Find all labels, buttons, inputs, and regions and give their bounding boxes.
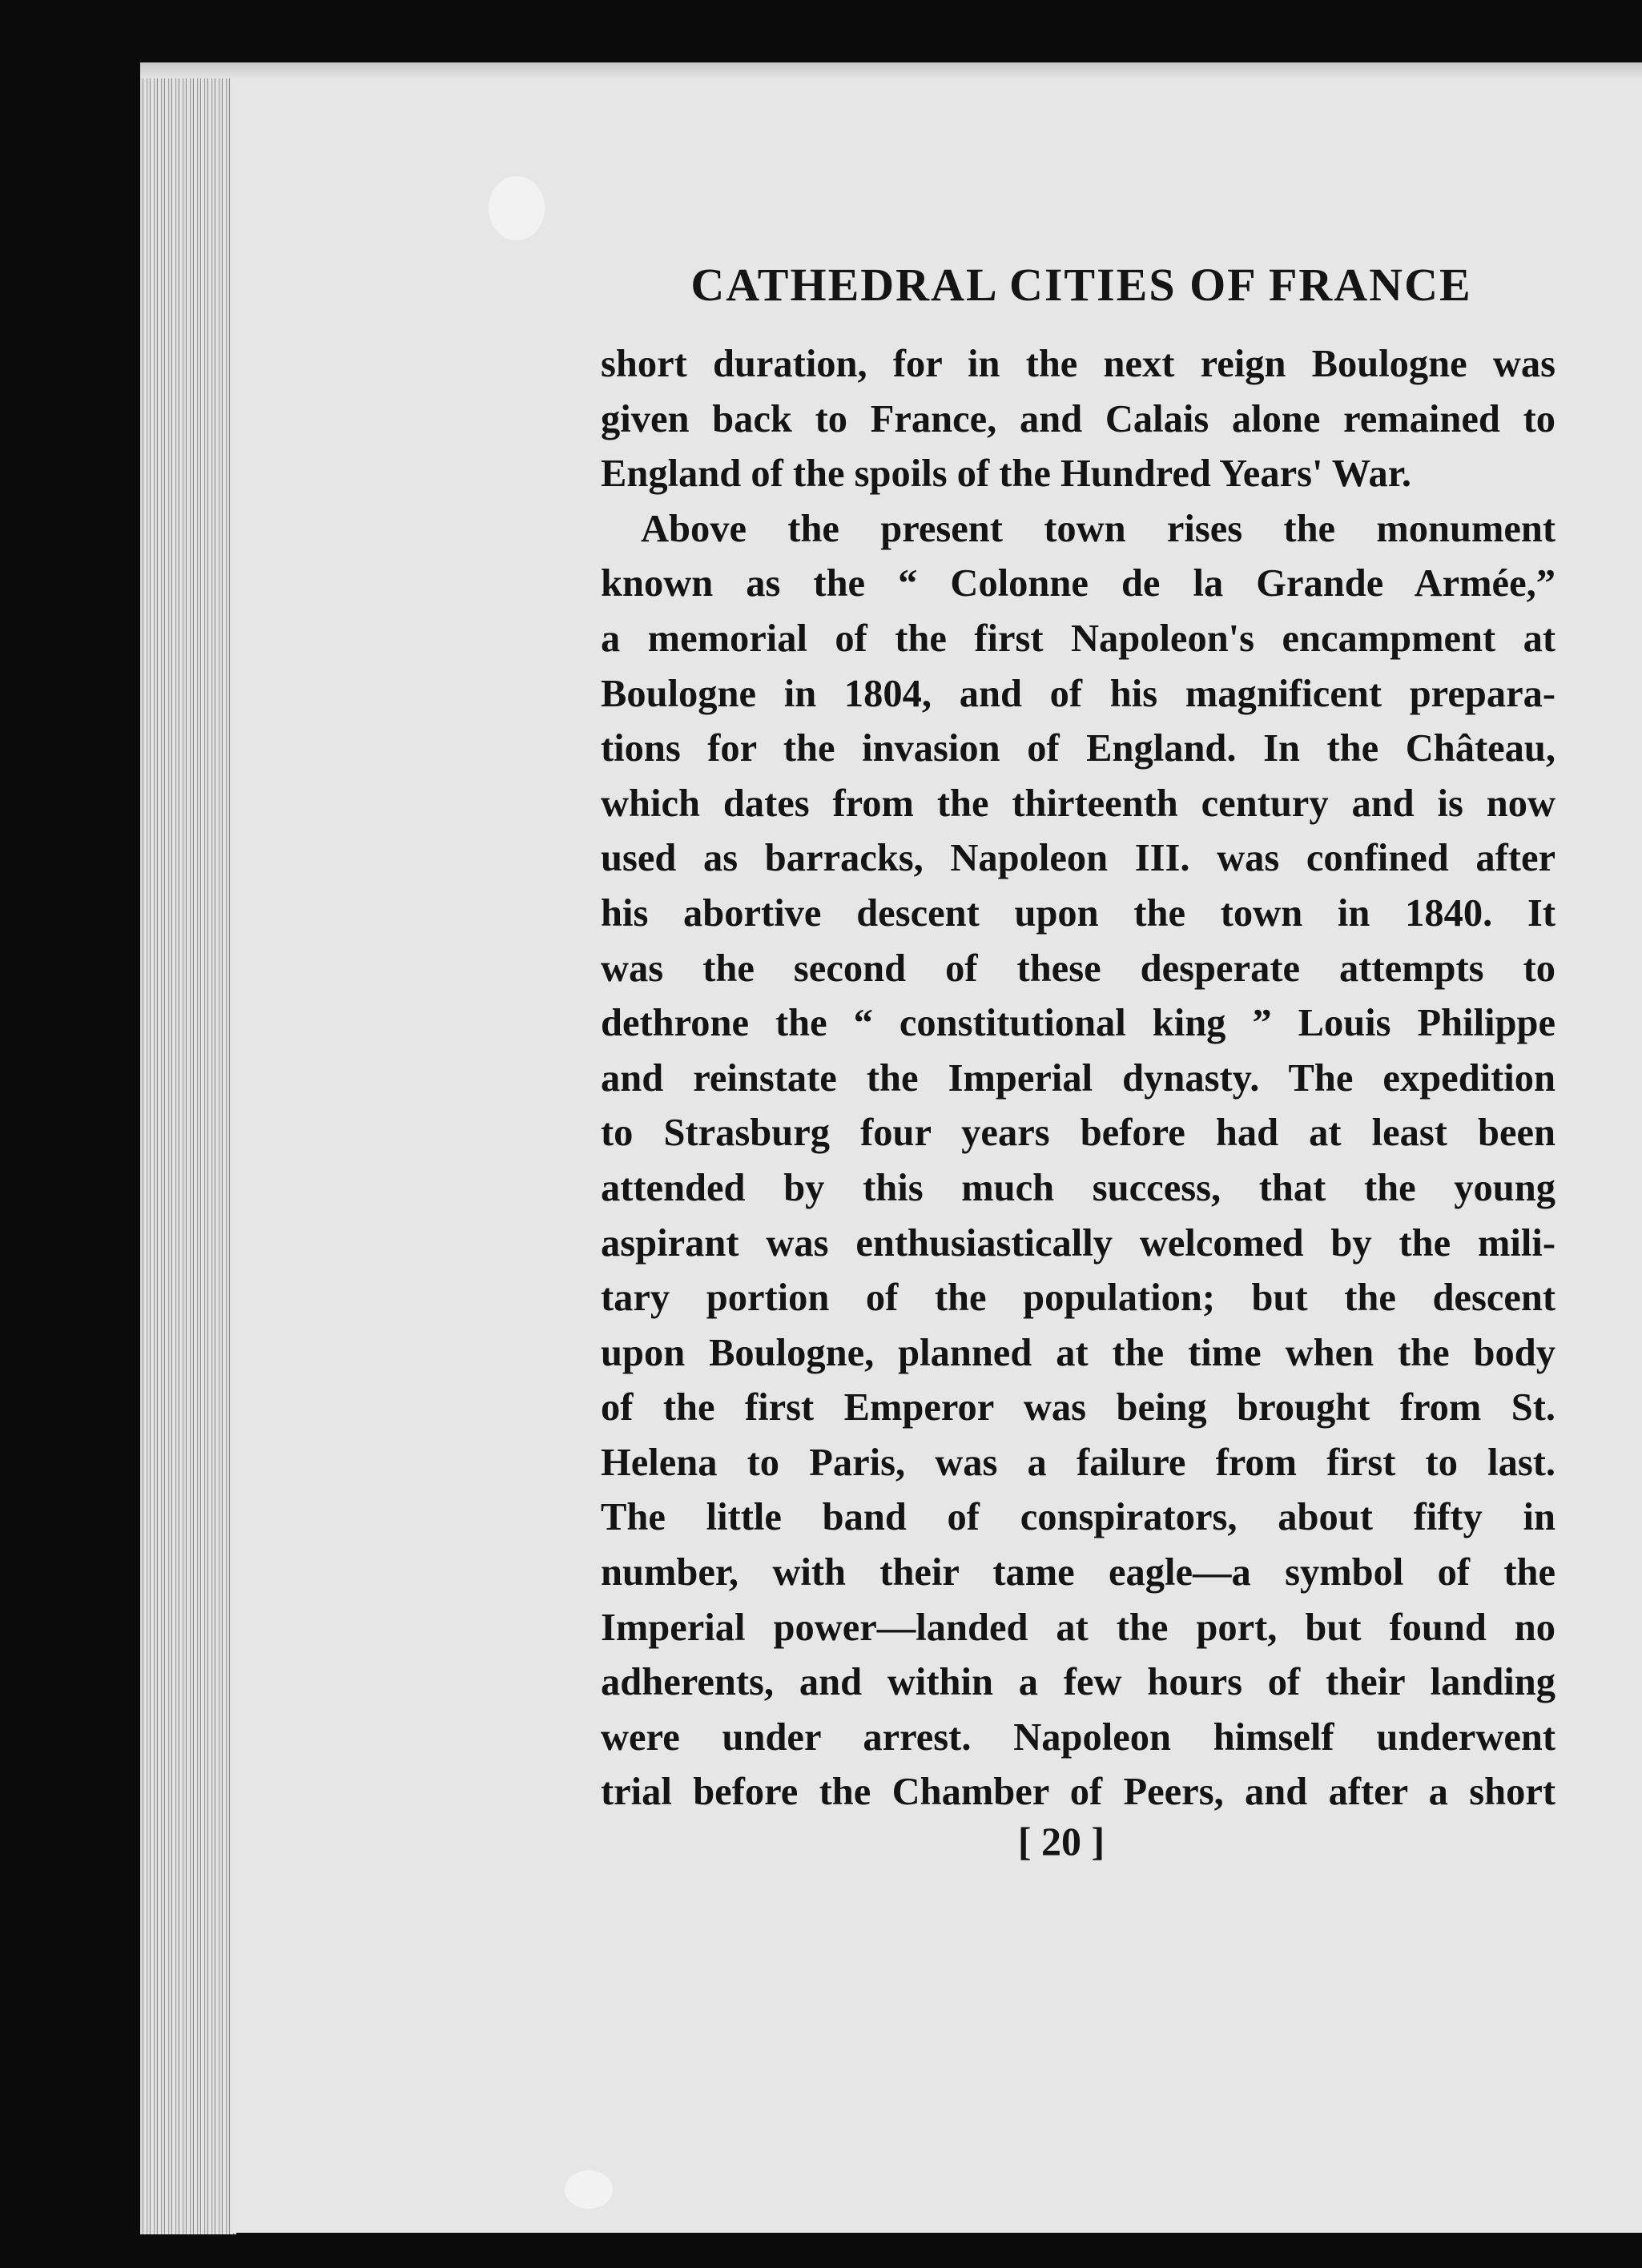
text-line: aspirant was enthusiastically welcomed by the mili- [601, 1221, 1555, 1265]
page-body-text [601, 337, 1555, 1820]
page-number: [ 20 ] [1017, 1819, 1105, 1864]
stacked-page-edges [140, 62, 236, 2234]
text-line: used as barracks, Napoleon III. was confined after [601, 837, 1555, 880]
paper-blemish [489, 176, 545, 240]
text-line: Helena to Paris, was a failure from first to last. [601, 1441, 1555, 1484]
text-line: of the first Emperor was being brought from St. [601, 1386, 1555, 1430]
text-line: tary portion of the population; but the descent [601, 1277, 1555, 1320]
text-line: attended by this much success, that the young [601, 1166, 1555, 1209]
text-line: trial before the Chamber of Peers, and after a short [601, 1771, 1555, 1814]
text-line: The little band of conspirators, about fifty in [601, 1496, 1555, 1539]
paper-blemish [565, 2170, 613, 2209]
text-line: was the second of these desperate attempts to [601, 947, 1555, 990]
text-line: Boulogne in 1804, and of his magnificent prepara- [601, 672, 1555, 715]
text-line: known as the “ Colonne de la Grande Armée,” [601, 562, 1555, 605]
text-line: to Strasburg four years before had at least been [601, 1112, 1555, 1155]
paragraph-first-line: Above the present town rises the monument [641, 507, 1555, 550]
text-line: were under arrest. Napoleon himself underwent [601, 1715, 1555, 1759]
page-top-edge [140, 62, 1642, 78]
text-line: which dates from the thirteenth century and is now [601, 782, 1555, 825]
text-line: dethrone the “ constitutional king ” Louis Philippe [601, 1002, 1555, 1045]
text-line: given back to France, and Calais alone remained to [601, 397, 1555, 440]
text-line: adherents, and within a few hours of their landing [601, 1661, 1555, 1704]
text-line: his abortive descent upon the town in 1840. It [601, 891, 1555, 935]
text-line: England of the spoils of the Hundred Years' War. [601, 452, 1411, 496]
text-line: a memorial of the first Napoleon's encampment at [601, 617, 1555, 660]
text-line: Imperial power—landed at the port, but found no [601, 1606, 1555, 1649]
running-head: CATHEDRAL CITIES OF FRANCE [690, 259, 1472, 311]
text-line: and reinstate the Imperial dynasty. The expedition [601, 1056, 1555, 1100]
text-line: tions for the invasion of England. In the Château, [601, 727, 1555, 770]
text-line: short duration, for in the next reign Boulogne was [601, 343, 1555, 385]
text-line: number, with their tame eagle—a symbol of the [601, 1551, 1555, 1594]
text-line: upon Boulogne, planned at the time when the body [601, 1331, 1555, 1374]
